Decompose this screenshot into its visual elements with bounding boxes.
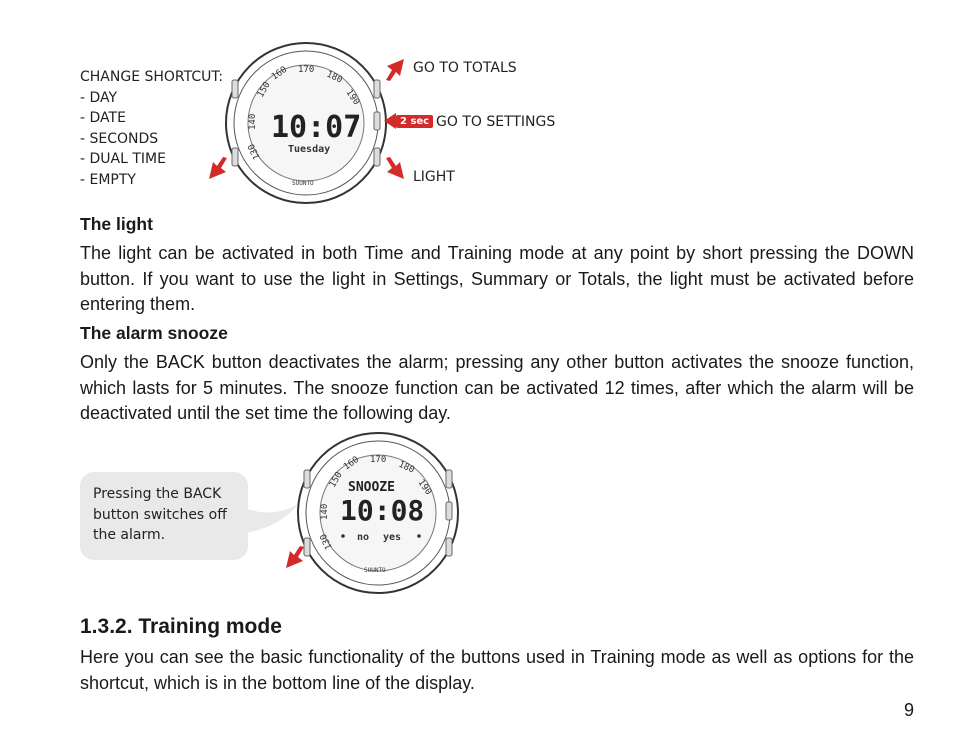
bezel-number: 140 bbox=[320, 503, 330, 520]
shortcut-option: - DATE bbox=[80, 110, 126, 126]
training-mode-paragraph: Here you can see the basic functionality of the buttons used in Training mode as well as options for the shortcut, which is in the bottom line of the display. bbox=[80, 647, 914, 693]
shortcut-option: - DAY bbox=[80, 89, 118, 106]
bezel-number: 190 bbox=[415, 477, 434, 498]
shortcut-option: - DUAL TIME bbox=[80, 151, 166, 167]
bezel-number: 170 bbox=[298, 65, 315, 75]
light-heading: The light bbox=[80, 214, 153, 234]
bezel-number: 180 bbox=[324, 69, 344, 86]
arrow-up-button bbox=[384, 56, 408, 82]
bezel-number: 160 bbox=[269, 64, 290, 83]
snooze-heading: The alarm snooze bbox=[80, 323, 228, 343]
go-to-totals-label: GO TO TOTALS bbox=[413, 60, 517, 76]
arrow-back-button bbox=[205, 156, 229, 182]
bezel-number: 150 bbox=[255, 80, 273, 100]
light-paragraph: The light can be activated in both Time and Training mode at any point by short pressing the DOWN button. If you want to use the light in Settings, Summary or Totals, the light must be activated before entering them. bbox=[80, 243, 914, 314]
arrow-back-button bbox=[282, 545, 306, 571]
bezel-number: 130 bbox=[318, 531, 335, 551]
bezel-number: 180 bbox=[396, 459, 416, 476]
shortcut-title: CHANGE SHORTCUT: bbox=[80, 69, 224, 85]
watch-brand: SUUNTO bbox=[292, 180, 314, 187]
snooze-option-no: no bbox=[357, 532, 370, 543]
watch-time-display bbox=[222, 40, 390, 206]
snooze-option-yes: yes bbox=[383, 532, 402, 543]
bezel-number: 170 bbox=[370, 455, 387, 465]
light-label: LIGHT bbox=[413, 169, 455, 185]
shortcut-options bbox=[80, 67, 223, 190]
arrow-next-button bbox=[384, 110, 396, 132]
shortcut-option: - EMPTY bbox=[80, 171, 136, 188]
go-to-settings-label: GO TO SETTINGS bbox=[436, 114, 556, 130]
bezel-number: 160 bbox=[341, 454, 362, 473]
bezel-number: 150 bbox=[327, 470, 345, 490]
watch-day: Tuesday bbox=[288, 144, 331, 155]
snooze-paragraph: Only the BACK button deactivates the alarm; pressing any other button activates the snooze function, which lasts for 5 minutes. The snooze function can be activated 12 times, after which the alarm will be deactivated until the set time the following day. bbox=[80, 352, 914, 423]
callout-tail bbox=[240, 500, 300, 540]
page-number: 9 bbox=[903, 700, 914, 720]
arrow-down-button bbox=[384, 156, 408, 182]
watch-time: 10:08 bbox=[340, 494, 425, 527]
watch-brand: SUUNTO bbox=[364, 567, 386, 574]
bezel-number: 190 bbox=[343, 87, 362, 108]
bezel-number: 130 bbox=[246, 141, 263, 161]
two-second-badge: 2 sec bbox=[396, 115, 433, 128]
snooze-title: SNOOZE bbox=[348, 480, 395, 495]
watch-time: 10:07 bbox=[271, 110, 362, 145]
training-mode-title: 1.3.2. Training mode bbox=[80, 615, 282, 638]
bezel-number: 140 bbox=[248, 113, 258, 130]
callout-text: Pressing the BACK button switches off the alarm. bbox=[93, 486, 227, 543]
shortcut-option: - SECONDS bbox=[80, 130, 159, 147]
watch-snooze-display bbox=[294, 430, 462, 596]
